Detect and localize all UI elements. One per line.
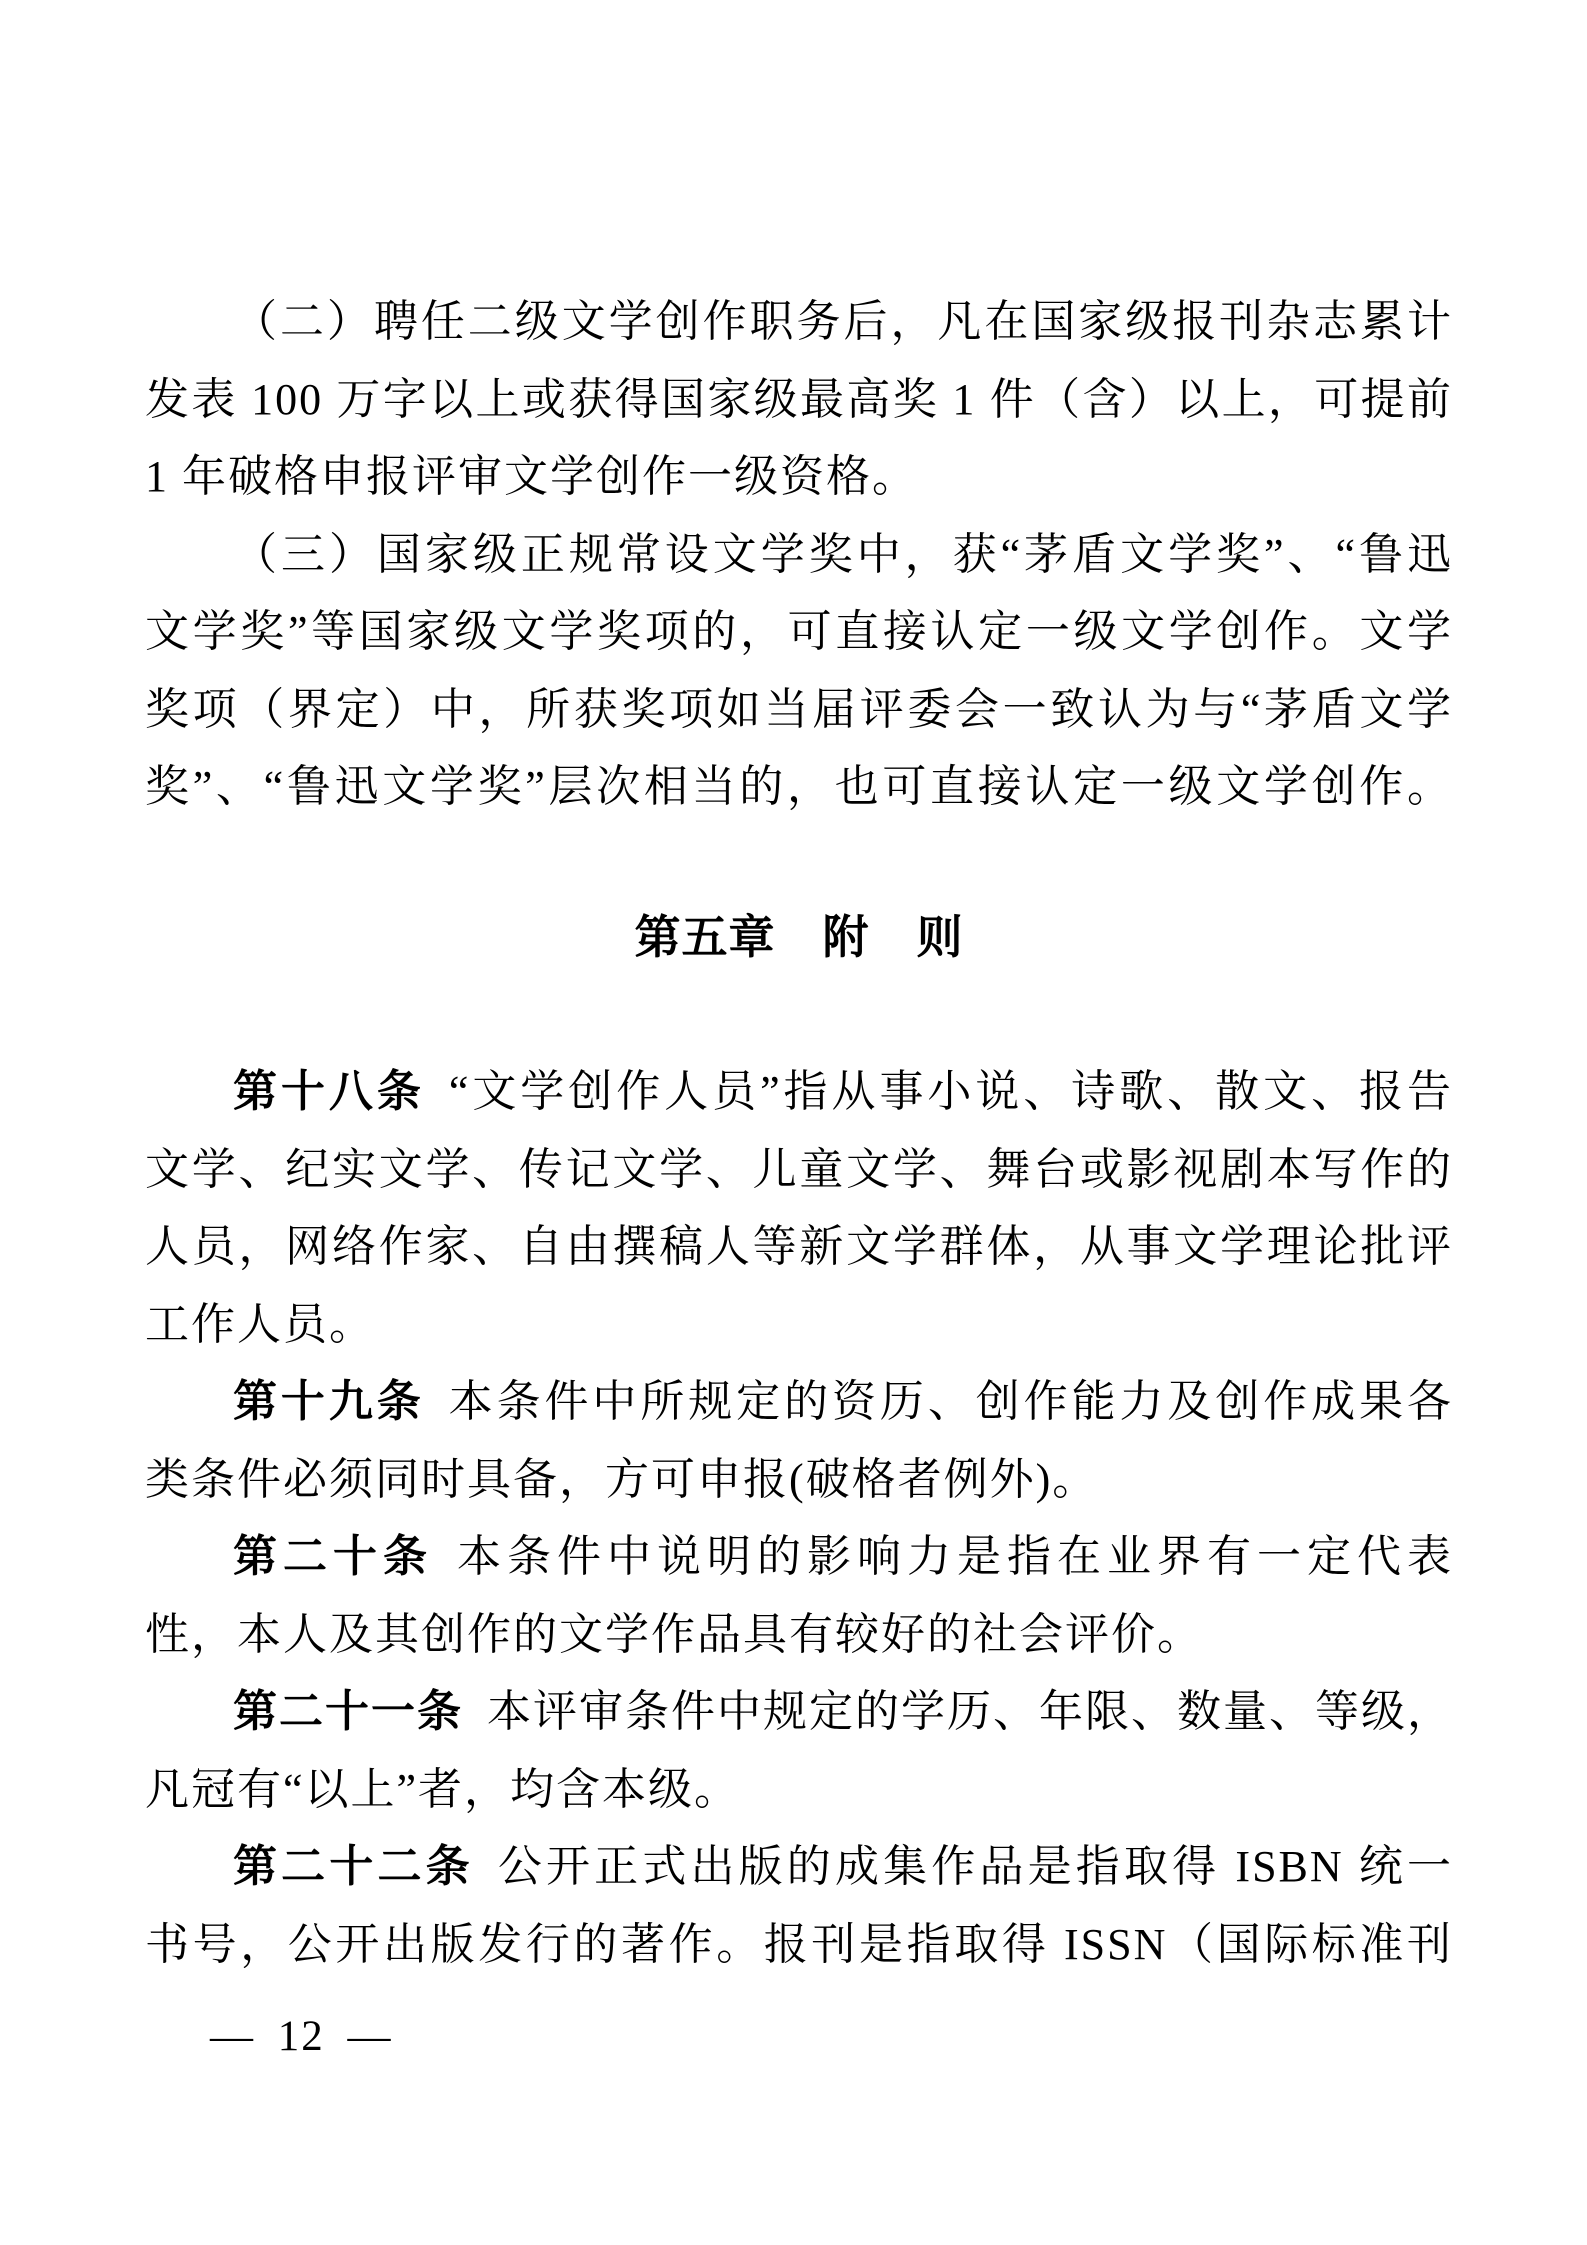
paragraph-article-18 (145, 1053, 1453, 1363)
text-line (145, 1673, 1453, 1751)
article-text: 本条件中所规定的资历、创作能力及创作成果各 (448, 1377, 1454, 1426)
article-text: 本条件中说明的影响力是指在业界有一定代表 (457, 1532, 1453, 1581)
article-text: 公开正式出版的成集作品是指取得 ISBN 统一 (497, 1842, 1454, 1891)
text-line: 文学、纪实文学、传记文学、儿童文学、舞台或影视剧本写作的 (145, 1144, 1453, 1194)
chapter-heading: 第五章 附 则 (634, 910, 964, 963)
text-line (145, 1518, 1453, 1596)
text-line: 奖”、“鲁迅文学奖”层次相当的，也可直接认定一级文学创作。 (145, 762, 1453, 811)
text-line: 人员，网络作家、自由撰稿人等新文学群体，从事文学理论批评 (145, 1222, 1453, 1271)
article-number: 第二十条 (233, 1532, 433, 1581)
text-line: 凡冠有“以上”者，均含本级。 (145, 1764, 741, 1814)
text-line (145, 1053, 1453, 1131)
text-line: 发表 100 万字以上或获得国家级最高奖 1 件（含）以上，可提前 (145, 374, 1453, 424)
article-number: 第十八条 (233, 1067, 425, 1116)
text-line: 1 年破格申报评审文学创作一级资格。 (145, 452, 918, 501)
text-line: 性，本人及其创作的文学作品具有较好的社会评价。 (145, 1609, 1203, 1659)
text-line: （二）聘任二级文学创作职务后，凡在国家级报刊杂志累计 (233, 297, 1453, 346)
paragraph-article-19 (145, 1363, 1453, 1518)
article-number: 第二十二条 (233, 1842, 474, 1891)
article-number: 第二十一条 (233, 1687, 463, 1736)
article-text: 本评审条件中规定的学历、年限、数量、等级， (487, 1687, 1453, 1736)
page-content (145, 283, 1453, 2063)
paragraph-article-22 (145, 1828, 1453, 1983)
paragraph-item-3 (145, 516, 1453, 826)
text-line (145, 1363, 1453, 1441)
text-line: 类条件必须同时具备，方可申报(破格者例外)。 (145, 1454, 1099, 1504)
text-line: （三）国家级正规常设文学奖中，获“茅盾文学奖”、“鲁迅 (233, 529, 1453, 579)
page-number-footer: — 12 — (210, 2013, 393, 2060)
paragraph-article-21 (145, 1673, 1453, 1828)
text-line: 文学奖”等国家级文学奖项的，可直接认定一级文学创作。文学 (145, 607, 1453, 656)
article-number: 第十九条 (233, 1377, 425, 1426)
paragraph-item-2 (145, 283, 1453, 516)
text-line: 奖项（界定）中，所获奖项如当届评委会一致认为与“茅盾文学 (145, 684, 1453, 734)
text-line: 工作人员。 (145, 1299, 375, 1349)
text-line: 书号，公开出版发行的著作。报刊是指取得 ISSN（国际标准刊 (145, 1919, 1453, 1969)
text-line (145, 1828, 1453, 1906)
paragraph-article-20 (145, 1518, 1453, 1673)
article-text: “文学创作人员”指从事小说、诗歌、散文、报告 (448, 1067, 1454, 1116)
